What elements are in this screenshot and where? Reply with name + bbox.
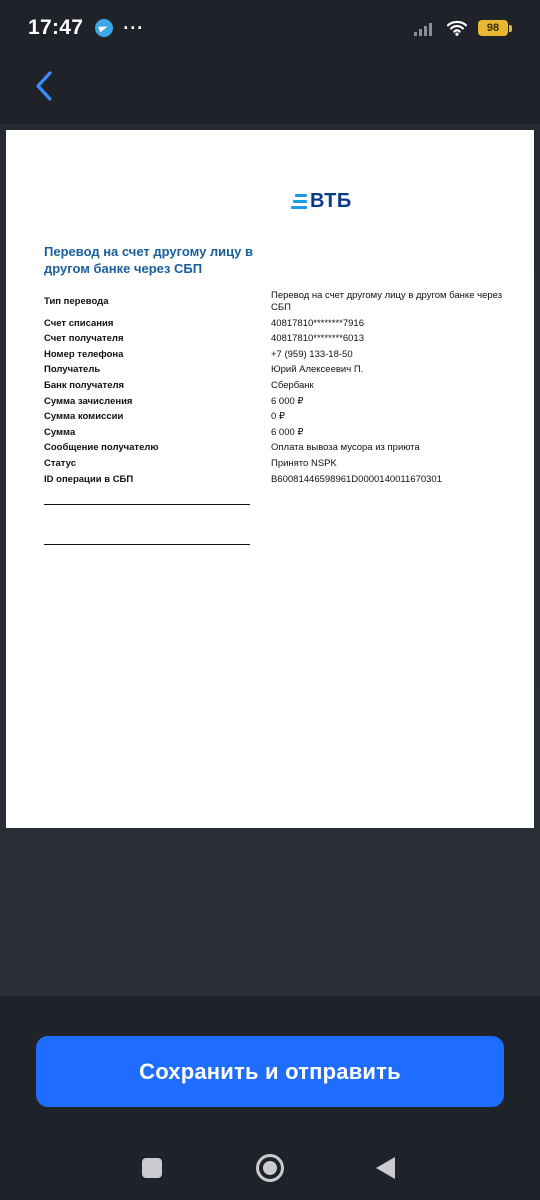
detail-row [44, 333, 514, 345]
battery-icon [478, 20, 512, 36]
detail-row [44, 349, 514, 361]
telegram-icon [95, 19, 113, 37]
transfer-details [44, 290, 514, 489]
status-bar [0, 0, 540, 56]
detail-row [44, 458, 514, 470]
detail-value: Перевод на счет другому лицу в другом банке через СБП [271, 290, 503, 313]
vtb-logo-icon [291, 194, 307, 209]
detail-label: Банк получателя [44, 379, 125, 391]
system-nav-bar [0, 1140, 540, 1200]
detail-value: 40817810********7916 [271, 317, 364, 329]
detail-row [44, 318, 514, 330]
detail-label: Счет списания [44, 317, 114, 329]
detail-row [44, 364, 514, 376]
receipt-document [6, 130, 534, 828]
home-button[interactable] [256, 1154, 284, 1182]
detail-label: Тип перевода [44, 296, 109, 307]
header [0, 56, 540, 124]
detail-value: 0 ₽ [271, 411, 285, 423]
document-preview-area [0, 124, 540, 996]
detail-row [44, 442, 514, 454]
vtb-logo [291, 190, 352, 213]
detail-label: Сообщение получателю [44, 442, 159, 454]
detail-value: Юрий Алексеевич П. [271, 364, 364, 376]
detail-label: Получатель [44, 364, 101, 376]
detail-label: Статус [44, 457, 77, 469]
detail-row [44, 290, 514, 314]
signal-icon [414, 20, 436, 36]
detail-value: 40817810********6013 [271, 333, 364, 345]
detail-value: Оплата вывоза мусора из приюта [271, 442, 420, 454]
detail-label: Сумма [44, 426, 76, 438]
battery-level: 98 [478, 20, 508, 36]
detail-row [44, 380, 514, 392]
detail-value: B60081446598961D0000140011670301 [271, 473, 442, 485]
recents-button[interactable] [142, 1158, 162, 1178]
detail-row [44, 411, 514, 423]
detail-value: 6 000 ₽ [271, 426, 304, 438]
detail-label: Сумма зачисления [44, 395, 133, 407]
status-time: 17:47 [28, 16, 84, 39]
detail-value: 6 000 ₽ [271, 395, 304, 407]
back-button[interactable] [24, 66, 64, 106]
detail-value: +7 (959) 133-18-50 [271, 348, 353, 360]
more-notifications-icon: ··· [123, 17, 145, 38]
detail-label: ID операции в СБП [44, 473, 134, 485]
detail-label: Номер телефона [44, 348, 124, 360]
document-title: Перевод на счет другому лицу в другом банке через СБП [44, 244, 253, 276]
detail-row [44, 427, 514, 439]
wifi-icon [446, 19, 468, 37]
system-back-button[interactable] [376, 1157, 395, 1179]
detail-row [44, 396, 514, 408]
logo-text: ВТБ [310, 190, 352, 212]
detail-label: Сумма комиссии [44, 411, 124, 423]
save-and-send-button[interactable]: Сохранить и отправить [36, 1036, 504, 1107]
status-indicators [414, 19, 512, 37]
chevron-left-icon [34, 70, 54, 102]
detail-value: Принято NSPK [271, 457, 337, 469]
signature-line [44, 504, 250, 505]
detail-value: Сбербанк [271, 379, 314, 391]
detail-row [44, 474, 514, 486]
signature-line [44, 544, 250, 545]
detail-label: Счет получателя [44, 333, 124, 345]
